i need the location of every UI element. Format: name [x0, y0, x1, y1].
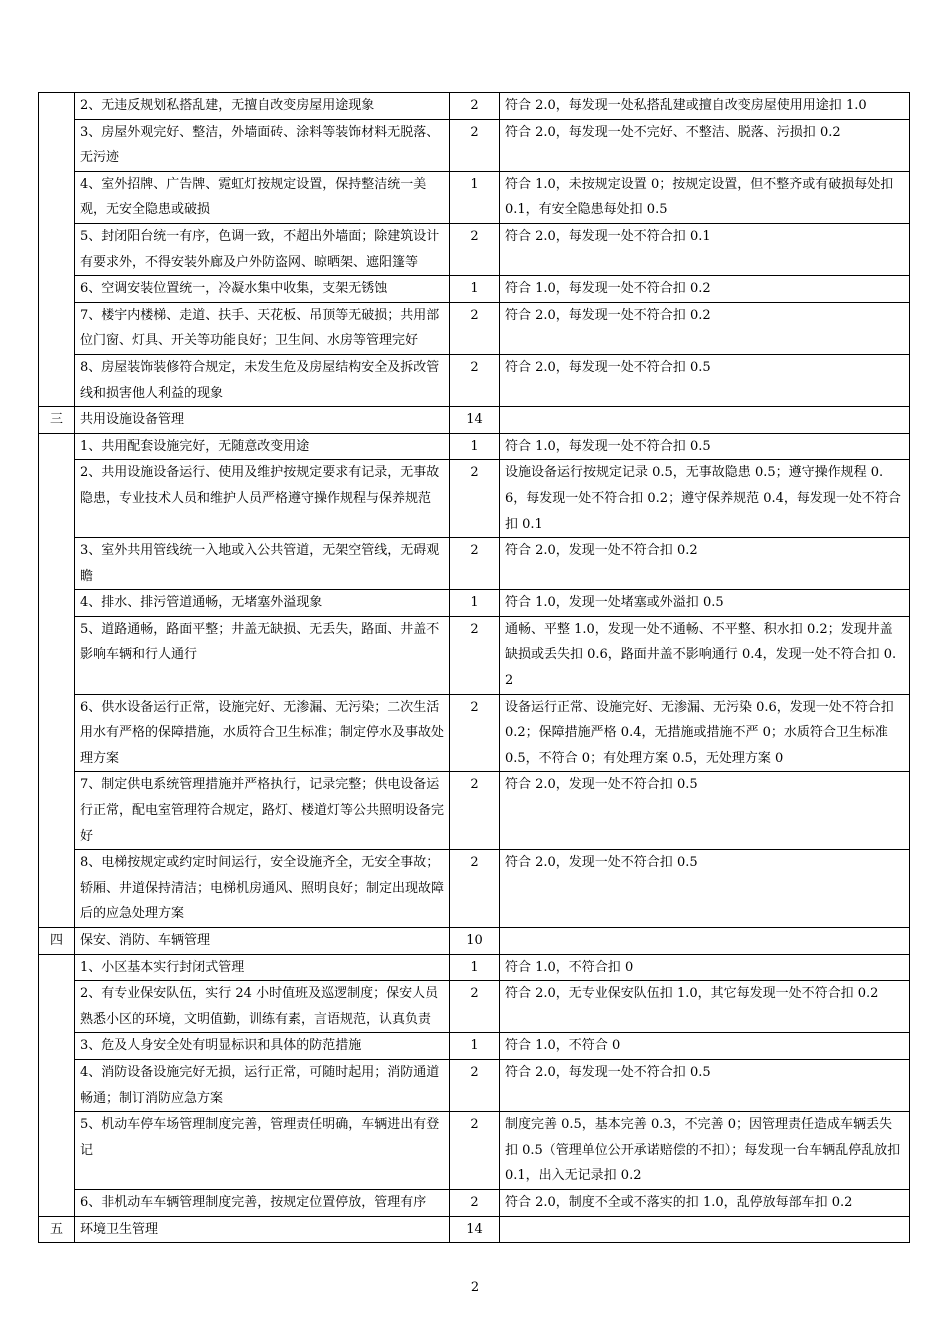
points-cell: 2 — [450, 1112, 500, 1190]
scoring-criteria — [500, 1216, 910, 1243]
points-cell: 2 — [450, 119, 500, 171]
scoring-table — [38, 92, 910, 1243]
scoring-criteria: 符合 2.0，发现一处不符合扣 0.5 — [500, 850, 910, 928]
item-description: 5、道路通畅，路面平整；井盖无缺损、无丢失，路面、井盖不影响车辆和行人通行 — [75, 616, 450, 694]
item-row — [39, 119, 910, 171]
section-row — [39, 1216, 910, 1243]
points-cell: 2 — [450, 1189, 500, 1216]
points-cell: 2 — [450, 302, 500, 354]
points-cell: 1 — [450, 590, 500, 617]
scoring-criteria: 符合 1.0，发现一处堵塞或外溢扣 0.5 — [500, 590, 910, 617]
item-description: 2、共用设施设备运行、使用及维护按规定要求有记录，无事故隐患，专业技术人员和维护人员严格遵守操作规程与保养规范 — [75, 460, 450, 538]
points-cell: 2 — [450, 93, 500, 120]
section-index-cell — [39, 93, 75, 407]
item-row — [39, 538, 910, 590]
points-cell: 2 — [450, 850, 500, 928]
item-description: 8、电梯按规定或约定时间运行，安全设施齐全，无安全事故；轿厢、井道保持清洁；电梯机房通风、照明良好；制定出现故障后的应急处理方案 — [75, 850, 450, 928]
points-cell: 2 — [450, 1059, 500, 1111]
section-title: 环境卫生管理 — [75, 1216, 450, 1243]
section-index-cell: 五 — [39, 1216, 75, 1243]
scoring-criteria: 符合 2.0，制度不全或不落实的扣 1.0，乱停放每部车扣 0.2 — [500, 1189, 910, 1216]
scoring-criteria: 符合 2.0，每发现一处不符合扣 0.2 — [500, 302, 910, 354]
item-row — [39, 276, 910, 303]
points-cell: 2 — [450, 223, 500, 275]
scoring-criteria: 制度完善 0.5，基本完善 0.3，不完善 0；因管理责任造成车辆丢失扣 0.5（管理单位公开承诺赔偿的不扣）；每发现一台车辆乱停乱放扣 0.1，出入无记录扣 0.2 — [500, 1112, 910, 1190]
item-row — [39, 460, 910, 538]
points-cell: 2 — [450, 772, 500, 850]
item-description: 5、机动车停车场管理制度完善，管理责任明确，车辆进出有登记 — [75, 1112, 450, 1190]
scoring-criteria: 符合 1.0，每发现一处不符合扣 0.2 — [500, 276, 910, 303]
page-number: 2 — [470, 1280, 480, 1295]
item-description: 1、小区基本实行封闭式管理 — [75, 954, 450, 981]
points-cell: 2 — [450, 354, 500, 406]
item-row — [39, 1033, 910, 1060]
item-description: 4、消防设备设施完好无损，运行正常，可随时起用；消防通道畅通；制订消防应急方案 — [75, 1059, 450, 1111]
scoring-criteria: 通畅、平整 1.0，发现一处不通畅、不平整、积水扣 0.2；发现井盖缺损或丢失扣 0.6，路面井盖不影响通行 0.4，发现一处不符合扣 0.2 — [500, 616, 910, 694]
section-row — [39, 407, 910, 434]
scoring-criteria: 符合 2.0，每发现一处不符合扣 0.1 — [500, 223, 910, 275]
section-index-cell — [39, 433, 75, 927]
item-row — [39, 954, 910, 981]
item-row — [39, 1112, 910, 1190]
points-cell: 2 — [450, 460, 500, 538]
scoring-criteria: 符合 2.0，每发现一处私搭乱建或擅自改变房屋使用用途扣 1.0 — [500, 93, 910, 120]
section-index-cell — [39, 954, 75, 1216]
scoring-table-body — [39, 93, 910, 1243]
scoring-criteria: 符合 2.0，每发现一处不符合扣 0.5 — [500, 354, 910, 406]
points-cell: 1 — [450, 171, 500, 223]
scoring-criteria: 符合 1.0，未按规定设置 0；按规定设置，但不整齐或有破损每处扣 0.1，有安全隐患每处扣 0.5 — [500, 171, 910, 223]
points-cell: 10 — [450, 928, 500, 955]
points-cell: 1 — [450, 276, 500, 303]
item-row — [39, 694, 910, 772]
section-title: 共用设施设备管理 — [75, 407, 450, 434]
points-cell: 1 — [450, 954, 500, 981]
item-row — [39, 616, 910, 694]
points-cell: 1 — [450, 433, 500, 460]
points-cell: 2 — [450, 981, 500, 1033]
item-description: 4、室外招牌、广告牌、霓虹灯按规定设置，保持整洁统一美观，无安全隐患或破损 — [75, 171, 450, 223]
scoring-criteria — [500, 407, 910, 434]
points-cell: 2 — [450, 694, 500, 772]
item-description: 7、楼宇内楼梯、走道、扶手、天花板、吊顶等无破损；共用部位门窗、灯具、开关等功能良好；卫生间、水房等管理完好 — [75, 302, 450, 354]
points-cell: 2 — [450, 538, 500, 590]
scoring-criteria: 符合 2.0，无专业保安队伍扣 1.0，其它每发现一处不符合扣 0.2 — [500, 981, 910, 1033]
scoring-criteria: 符合 2.0，每发现一处不符合扣 0.5 — [500, 1059, 910, 1111]
item-row — [39, 1059, 910, 1111]
scoring-criteria — [500, 928, 910, 955]
item-description: 8、房屋装饰装修符合规定，未发生危及房屋结构安全及拆改管线和损害他人利益的现象 — [75, 354, 450, 406]
item-row — [39, 981, 910, 1033]
section-title: 保安、消防、车辆管理 — [75, 928, 450, 955]
item-row — [39, 433, 910, 460]
item-row — [39, 171, 910, 223]
scoring-criteria: 符合 2.0，发现一处不符合扣 0.2 — [500, 538, 910, 590]
item-description: 6、供水设备运行正常，设施完好、无渗漏、无污染；二次生活用水有严格的保障措施，水质符合卫生标准；制定停水及事故处理方案 — [75, 694, 450, 772]
item-description: 1、共用配套设施完好，无随意改变用途 — [75, 433, 450, 460]
scoring-criteria: 符合 2.0，发现一处不符合扣 0.5 — [500, 772, 910, 850]
item-row — [39, 223, 910, 275]
item-description: 5、封闭阳台统一有序，色调一致，不超出外墙面；除建筑设计有要求外，不得安装外廊及户外防盗网、晾晒架、遮阳篷等 — [75, 223, 450, 275]
item-description: 3、房屋外观完好、整洁，外墙面砖、涂料等装饰材料无脱落、无污迹 — [75, 119, 450, 171]
points-cell: 1 — [450, 1033, 500, 1060]
section-row — [39, 928, 910, 955]
item-description: 7、制定供电系统管理措施并严格执行，记录完整；供电设备运行正常，配电室管理符合规定，路灯、楼道灯等公共照明设备完好 — [75, 772, 450, 850]
item-description: 3、室外共用管线统一入地或入公共管道，无架空管线，无碍观瞻 — [75, 538, 450, 590]
item-description: 6、非机动车车辆管理制度完善，按规定位置停放，管理有序 — [75, 1189, 450, 1216]
points-cell: 14 — [450, 1216, 500, 1243]
scoring-criteria: 符合 1.0，不符合 0 — [500, 1033, 910, 1060]
item-description: 6、空调安装位置统一，冷凝水集中收集，支架无锈蚀 — [75, 276, 450, 303]
item-row — [39, 850, 910, 928]
scoring-criteria: 符合 1.0，不符合扣 0 — [500, 954, 910, 981]
item-row — [39, 93, 910, 120]
scoring-criteria: 设备运行正常、设施完好、无渗漏、无污染 0.6，发现一处不符合扣 0.2；保障措施严格 0.4，无措施或措施不严 0；水质符合卫生标准 0.5，不符合 0；有处理方案 0.5，无处理方案 0 — [500, 694, 910, 772]
item-row — [39, 1189, 910, 1216]
scoring-criteria: 符合 2.0，每发现一处不完好、不整洁、脱落、污损扣 0.2 — [500, 119, 910, 171]
scoring-criteria: 符合 1.0，每发现一处不符合扣 0.5 — [500, 433, 910, 460]
scoring-criteria: 设施设备运行按规定记录 0.5，无事故隐患 0.5；遵守操作规程 0.6，每发现一处不符合扣 0.2；遵守保养规范 0.4，每发现一处不符合扣 0.1 — [500, 460, 910, 538]
section-index-cell: 三 — [39, 407, 75, 434]
item-description: 3、危及人身安全处有明显标识和具体的防范措施 — [75, 1033, 450, 1060]
item-row — [39, 302, 910, 354]
section-index-cell: 四 — [39, 928, 75, 955]
item-row — [39, 590, 910, 617]
points-cell: 2 — [450, 616, 500, 694]
item-row — [39, 772, 910, 850]
item-description: 2、无违反规划私搭乱建，无擅自改变房屋用途现象 — [75, 93, 450, 120]
item-description: 4、排水、排污管道通畅，无堵塞外溢现象 — [75, 590, 450, 617]
item-row — [39, 354, 910, 406]
item-description: 2、有专业保安队伍，实行 24 小时值班及巡逻制度；保安人员熟悉小区的环境，文明值勤，训练有素，言语规范，认真负责 — [75, 981, 450, 1033]
points-cell: 14 — [450, 407, 500, 434]
